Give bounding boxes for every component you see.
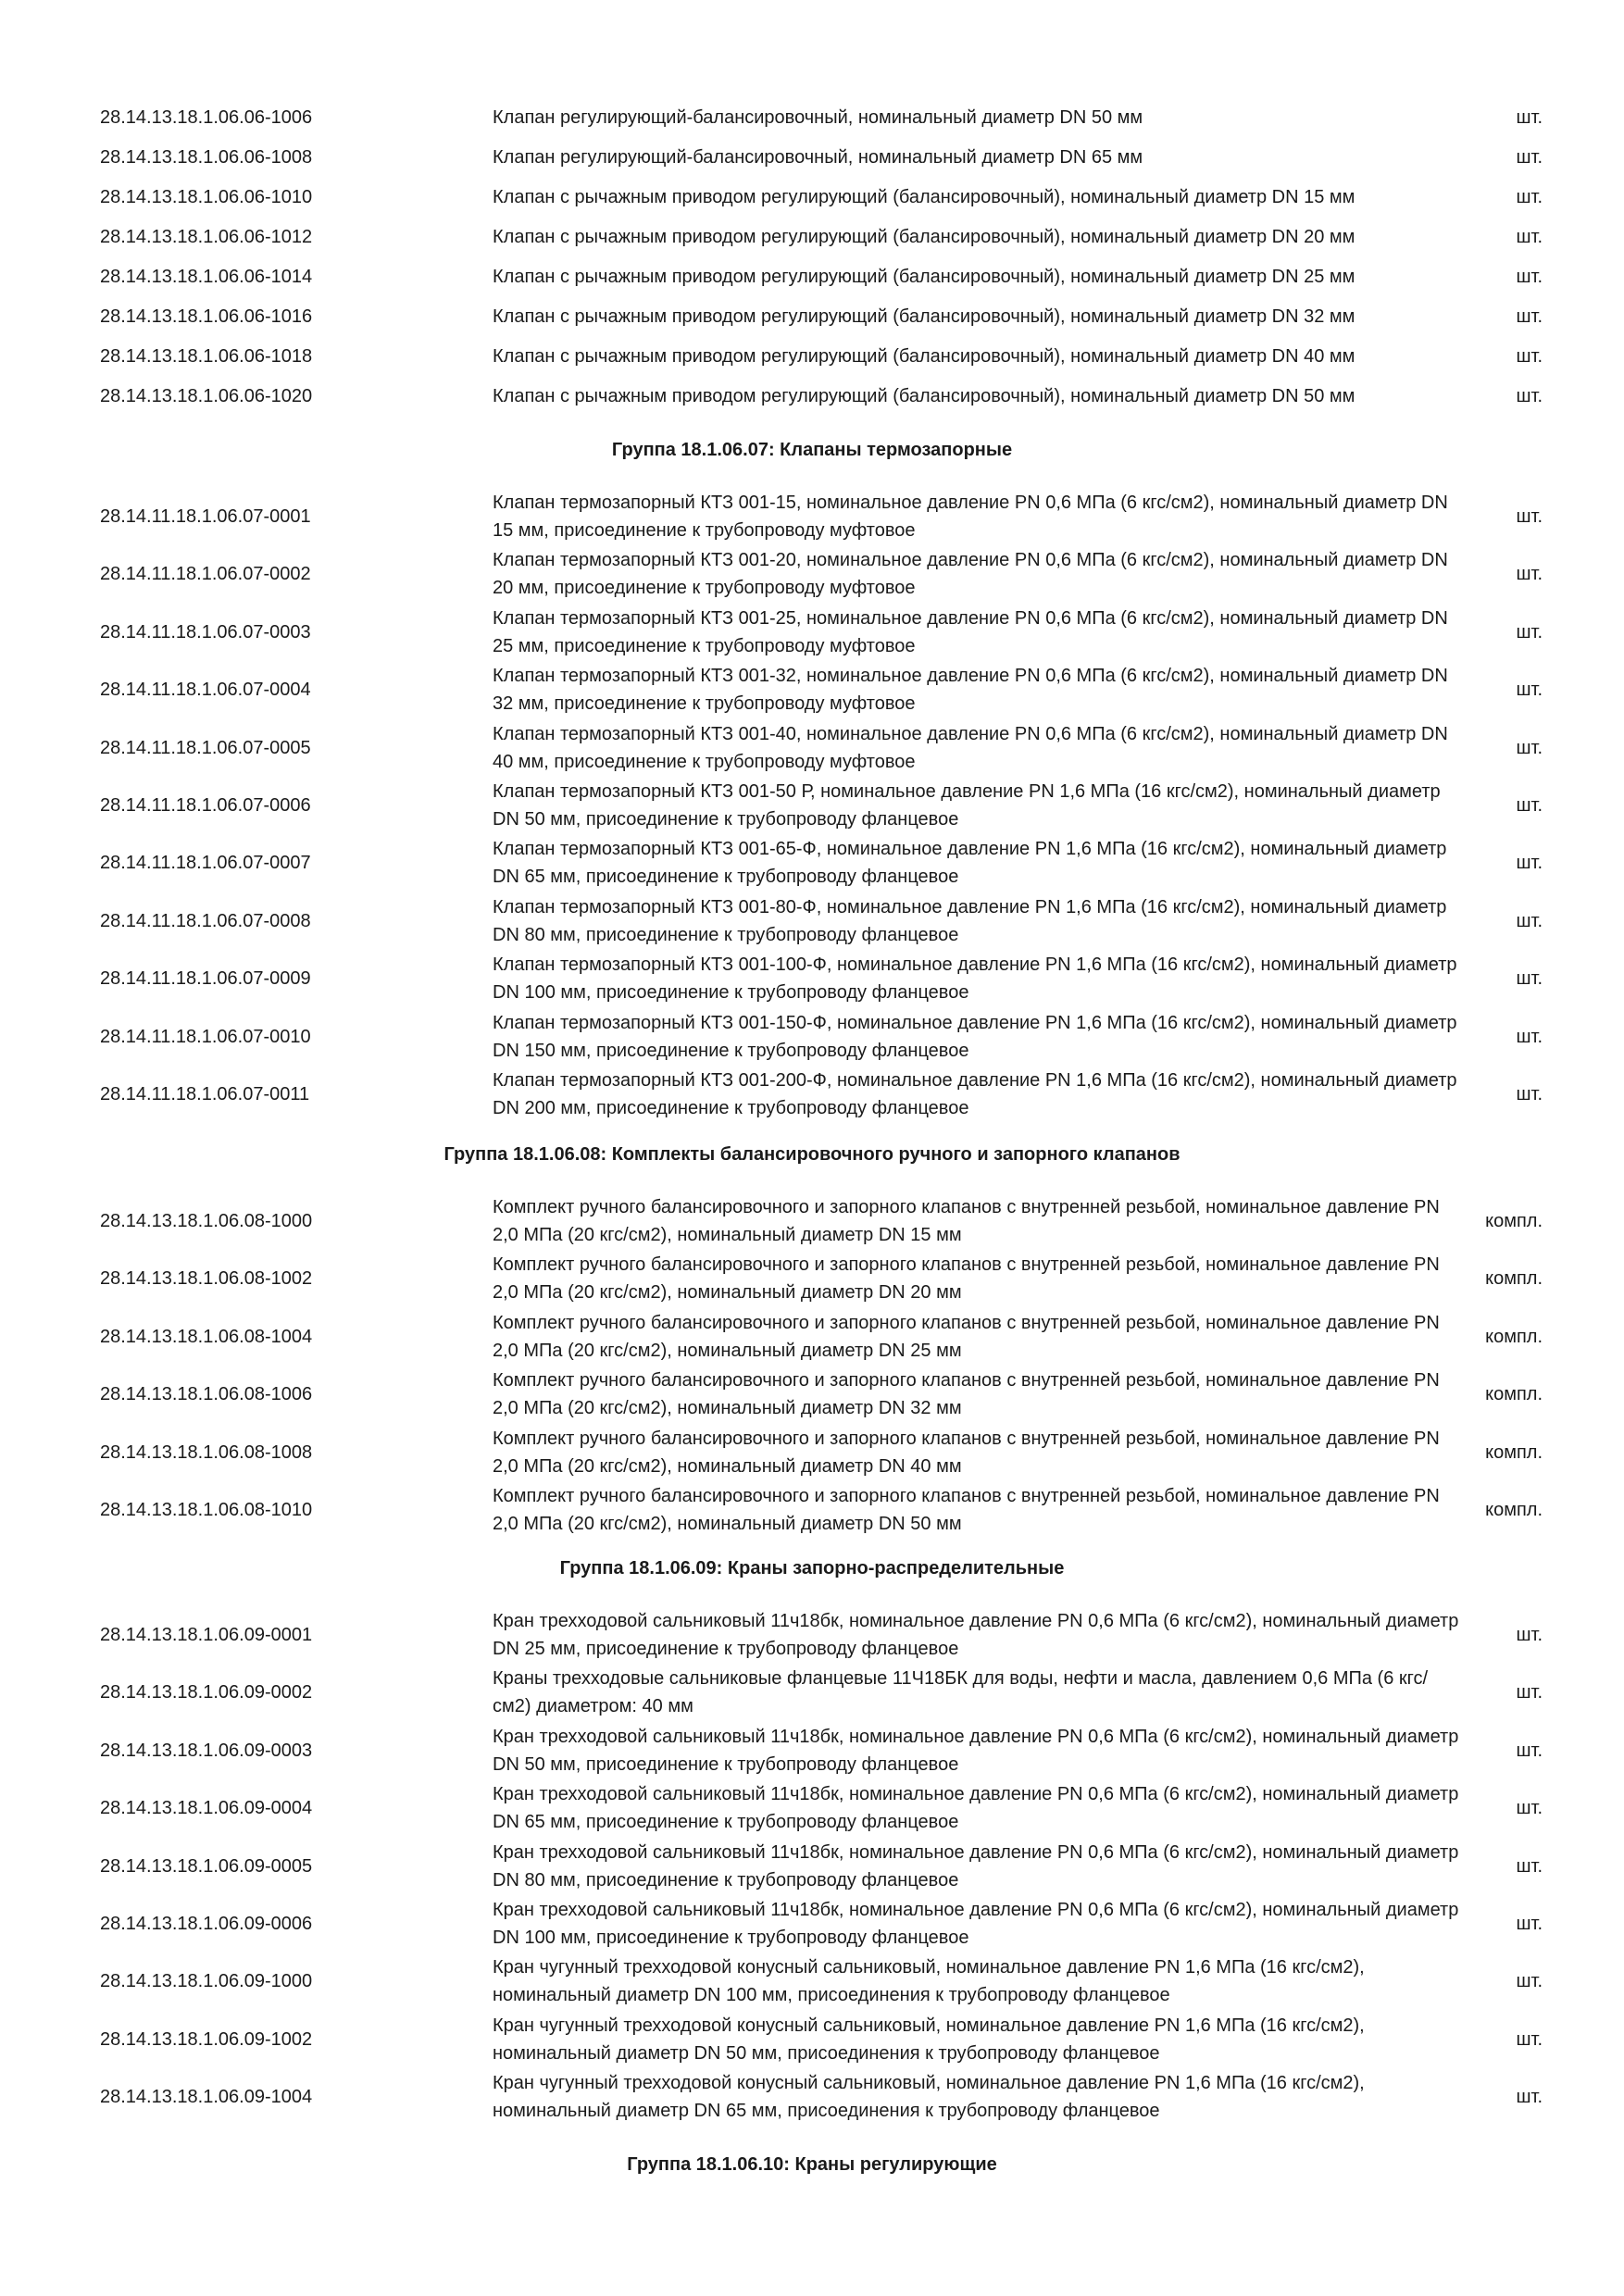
item-unit: шт. [1516, 737, 1543, 758]
item-name: Кран трехходовой сальниковый 11ч18бк, номинальное давление PN 0,6 МПа (6 кгс/см2), номинальный диаметр DN 50 мм, присоединение к трубопроводу фланцевое [493, 1726, 1459, 1775]
item-name: Кран чугунный трехходовой конусный сальниковый, номинальное давление PN 1,6 МПа (16 кгс/см2), номинальный диаметр DN 65 мм, присоединения к трубопроводу фланцевое [493, 2073, 1365, 2122]
item-name: Клапан термозапорный КТЗ 001-15, номинальное давление PN 0,6 МПа (6 кгс/см2), номинальный диаметр DN 15 мм, присоединение к трубопроводу муфтовое [493, 493, 1448, 541]
item-unit: шт. [1516, 1682, 1543, 1703]
item-name: Кран чугунный трехходовой конусный сальниковый, номинальное давление PN 1,6 МПа (16 кгс/см2), номинальный диаметр DN 100 мм, присоединения к трубопроводу фланцевое [493, 1957, 1365, 2006]
table-row [0, 1366, 1624, 1422]
item-name: Комплект ручного балансировочного и запорного клапанов с внутренней резьбой, номинальное давление PN 2,0 МПа (20 кгс/см2), номинальный диаметр DN 15 мм [493, 1197, 1440, 1245]
item-code: 28.14.11.18.1.06.07-0004 [100, 680, 311, 701]
item-unit: шт. [1516, 564, 1543, 585]
item-unit: шт. [1516, 968, 1543, 990]
item-code: 28.14.13.18.1.06.06-1010 [100, 187, 313, 207]
item-name: Клапан с рычажным приводом регулирующий (балансировочный), номинальный диаметр DN 15 мм [493, 187, 1355, 207]
table-row [0, 1251, 1624, 1306]
item-code: 28.14.13.18.1.06.09-0005 [100, 1855, 313, 1877]
table-row [0, 662, 1624, 718]
item-unit: компл. [1485, 1326, 1543, 1347]
table-row [0, 303, 1624, 331]
group-heading-10: Группа 18.1.06.10: Краны регулирующие [627, 2154, 997, 2175]
item-code: 28.14.13.18.1.06.06-1018 [100, 346, 313, 367]
table-row [0, 1953, 1624, 2009]
item-name: Клапан термозапорный КТЗ 001-65-Ф, номинальное давление PN 1,6 МПа (16 кгс/см2), номинальный диаметр DN 65 мм, присоединение к трубопроводу фланцевое [493, 839, 1447, 888]
item-unit: шт. [1516, 346, 1543, 367]
table-row [0, 1780, 1624, 1836]
item-code: 28.14.13.18.1.06.09-0004 [100, 1798, 313, 1819]
item-code: 28.14.11.18.1.06.07-0010 [100, 1026, 311, 1047]
item-unit: шт. [1516, 1914, 1543, 1934]
item-name: Клапан термозапорный КТЗ 001-25, номинальное давление PN 0,6 МПа (6 кгс/см2), номинальный диаметр DN 25 мм, присоединение к трубопроводу муфтовое [493, 607, 1448, 656]
table-row [0, 1309, 1624, 1365]
table-row [0, 835, 1624, 891]
table-row [0, 893, 1624, 949]
item-code: 28.14.13.18.1.06.08-1010 [100, 1500, 313, 1520]
item-code: 28.14.13.18.1.06.08-1000 [100, 1211, 313, 1231]
item-unit: шт. [1516, 506, 1543, 527]
item-name: Клапан термозапорный КТЗ 001-32, номинальное давление PN 0,6 МПа (6 кгс/см2), номинальный диаметр DN 32 мм, присоединение к трубопроводу муфтовое [493, 666, 1448, 715]
group-heading-09: Группа 18.1.06.09: Краны запорно-распределительные [559, 1558, 1065, 1578]
item-name: Клапан термозапорный КТЗ 001-200-Ф, номинальное давление PN 1,6 МПа (16 кгс/см2), номинальный диаметр DN 200 мм, присоединение к трубопроводу фланцевое [493, 1070, 1457, 1118]
item-code: 28.14.13.18.1.06.09-1004 [100, 2087, 313, 2108]
item-name: Комплект ручного балансировочного и запорного клапанов с внутренней резьбой, номинальное давление PN 2,0 МПа (20 кгс/см2), номинальный диаметр DN 40 мм [493, 1428, 1440, 1477]
table-row [0, 2012, 1624, 2067]
table-row [0, 1067, 1624, 1122]
table-row [0, 778, 1624, 833]
group-heading-07: Группа 18.1.06.07: Клапаны термозапорные [611, 440, 1013, 460]
item-name: Комплект ручного балансировочного и запорного клапанов с внутренней резьбой, номинальное давление PN 2,0 МПа (20 кгс/см2), номинальный диаметр DN 50 мм [493, 1486, 1440, 1534]
item-code: 28.14.13.18.1.06.09-0001 [100, 1625, 313, 1645]
item-name: Кран трехходовой сальниковый 11ч18бк, номинальное давление PN 0,6 МПа (6 кгс/см2), номинальный диаметр DN 65 мм, присоединение к трубопроводу фланцевое [493, 1784, 1459, 1833]
item-name: Комплект ручного балансировочного и запорного клапанов с внутренней резьбой, номинальное давление PN 2,0 МПа (20 кгс/см2), номинальный диаметр DN 32 мм [493, 1370, 1440, 1419]
item-name: Клапан термозапорный КТЗ 001-100-Ф, номинальное давление PN 1,6 МПа (16 кгс/см2), номинальный диаметр DN 100 мм, присоединение к трубопроводу фланцевое [493, 955, 1457, 1004]
item-code: 28.14.13.18.1.06.08-1002 [100, 1268, 313, 1290]
item-unit: шт. [1516, 1855, 1543, 1877]
item-code: 28.14.11.18.1.06.07-0001 [100, 506, 311, 527]
item-code: 28.14.13.18.1.06.09-0002 [100, 1682, 313, 1703]
item-code: 28.14.11.18.1.06.07-0009 [100, 968, 311, 990]
item-code: 28.14.13.18.1.06.06-1006 [100, 107, 313, 128]
item-unit: шт. [1516, 1971, 1543, 1992]
table-row [0, 1723, 1624, 1778]
item-name: Кран чугунный трехходовой конусный сальниковый, номинальное давление PN 1,6 МПа (16 кгс/см2), номинальный диаметр DN 50 мм, присоединения к трубопроводу фланцевое [493, 2015, 1365, 2064]
item-unit: компл. [1485, 1211, 1543, 1231]
item-unit: шт. [1516, 621, 1543, 643]
item-code: 28.14.13.18.1.06.09-1000 [100, 1971, 313, 1992]
item-name: Клапан с рычажным приводом регулирующий (балансировочный), номинальный диаметр DN 32 мм [493, 306, 1355, 327]
item-name: Комплект ручного балансировочного и запорного клапанов с внутренней резьбой, номинальное давление PN 2,0 МПа (20 кгс/см2), номинальный диаметр DN 20 мм [493, 1254, 1440, 1304]
item-unit: шт. [1516, 1798, 1543, 1819]
item-unit: шт. [1516, 1740, 1543, 1761]
item-name: Клапан регулирующий-балансировочный, номинальный диаметр DN 50 мм [493, 107, 1143, 128]
item-code: 28.14.11.18.1.06.07-0006 [100, 795, 311, 816]
item-unit: шт. [1516, 910, 1543, 931]
item-name: Клапан термозапорный КТЗ 001-20, номинальное давление PN 0,6 МПа (6 кгс/см2), номинальный диаметр DN 20 мм, присоединение к трубопроводу муфтовое [493, 550, 1448, 599]
table-row [0, 2069, 1624, 2125]
item-code: 28.14.11.18.1.06.07-0005 [100, 737, 311, 758]
table-row [0, 605, 1624, 660]
item-name: Краны трехходовые сальниковые фланцевые 11Ч18БК для воды, нефти и масла, давлением 0,6 МПа (6 кгс/см2) диаметром: 40 мм [493, 1668, 1429, 1717]
item-unit: шт. [1516, 147, 1543, 168]
item-code: 28.14.11.18.1.06.07-0011 [100, 1084, 310, 1104]
item-code: 28.14.13.18.1.06.09-1002 [100, 2028, 313, 2050]
item-unit: шт. [1516, 1026, 1543, 1047]
item-code: 28.14.11.18.1.06.07-0008 [100, 910, 311, 931]
item-code: 28.14.13.18.1.06.09-0006 [100, 1914, 313, 1934]
item-code: 28.14.13.18.1.06.06-1008 [100, 147, 313, 168]
item-name: Клапан термозапорный КТЗ 001-150-Ф, номинальное давление PN 1,6 МПа (16 кгс/см2), номинальный диаметр DN 150 мм, присоединение к трубопроводу фланцевое [493, 1012, 1457, 1061]
item-unit: компл. [1485, 1441, 1543, 1463]
table-row [0, 1896, 1624, 1952]
item-unit: компл. [1485, 1384, 1543, 1405]
item-name: Клапан с рычажным приводом регулирующий (балансировочный), номинальный диаметр DN 20 мм [493, 227, 1355, 247]
table-row [0, 183, 1624, 211]
table-row [0, 263, 1624, 291]
table-row [0, 1482, 1624, 1538]
item-name: Клапан термозапорный КТЗ 001-80-Ф, номинальное давление PN 1,6 МПа (16 кгс/см2), номинальный диаметр DN 80 мм, присоединение к трубопроводу фланцевое [493, 896, 1447, 945]
table-row [0, 546, 1624, 602]
table-row [0, 1009, 1624, 1065]
table-row [0, 1607, 1624, 1663]
table-row [0, 382, 1624, 410]
item-code: 28.14.13.18.1.06.06-1020 [100, 386, 313, 406]
item-unit: шт. [1516, 853, 1543, 874]
table-row [0, 951, 1624, 1006]
item-name: Клапан термозапорный КТЗ 001-50 Р, номинальное давление PN 1,6 МПа (16 кгс/см2), номинальный диаметр DN 50 мм, присоединение к трубопроводу фланцевое [493, 781, 1441, 830]
table-row [0, 489, 1624, 544]
item-name: Клапан термозапорный КТЗ 001-40, номинальное давление PN 0,6 МПа (6 кгс/см2), номинальный диаметр DN 40 мм, присоединение к трубопроводу муфтовое [493, 723, 1448, 772]
item-code: 28.14.13.18.1.06.08-1008 [100, 1441, 313, 1463]
table-row [0, 1839, 1624, 1894]
item-code: 28.14.13.18.1.06.08-1004 [100, 1326, 313, 1347]
item-code: 28.14.13.18.1.06.06-1016 [100, 306, 313, 327]
item-unit: шт. [1516, 1625, 1543, 1645]
item-code: 28.14.13.18.1.06.06-1014 [100, 267, 313, 287]
item-code: 28.14.13.18.1.06.08-1006 [100, 1384, 313, 1405]
table-row [0, 144, 1624, 171]
item-unit: компл. [1485, 1268, 1543, 1290]
table-row [0, 1425, 1624, 1480]
table-row [0, 104, 1624, 131]
item-unit: шт. [1516, 107, 1543, 128]
item-name: Клапан с рычажным приводом регулирующий (балансировочный), номинальный диаметр DN 25 мм [493, 267, 1355, 287]
item-name: Клапан с рычажным приводом регулирующий (балансировочный), номинальный диаметр DN 50 мм [493, 386, 1355, 406]
item-unit: шт. [1516, 2028, 1543, 2050]
item-code: 28.14.13.18.1.06.06-1012 [100, 227, 313, 247]
item-unit: шт. [1516, 795, 1543, 816]
item-unit: шт. [1516, 227, 1543, 247]
group-heading-08: Группа 18.1.06.08: Комплекты балансировочного ручного и запорного клапанов [443, 1144, 1181, 1165]
table-row [0, 343, 1624, 370]
item-unit: шт. [1516, 680, 1543, 701]
item-unit: шт. [1516, 386, 1543, 406]
table-row [0, 1665, 1624, 1720]
table-row [0, 223, 1624, 251]
item-unit: шт. [1516, 267, 1543, 287]
item-unit: шт. [1516, 2087, 1543, 2108]
item-name: Кран трехходовой сальниковый 11ч18бк, номинальное давление PN 0,6 МПа (6 кгс/см2), номинальный диаметр DN 80 мм, присоединение к трубопроводу фланцевое [493, 1841, 1459, 1890]
item-name: Клапан регулирующий-балансировочный, номинальный диаметр DN 65 мм [493, 147, 1143, 168]
item-unit: шт. [1516, 306, 1543, 327]
item-name: Кран трехходовой сальниковый 11ч18бк, номинальное давление PN 0,6 МПа (6 кгс/см2), номинальный диаметр DN 25 мм, присоединение к трубопроводу фланцевое [493, 1611, 1459, 1659]
table-row [0, 1193, 1624, 1249]
item-code: 28.14.11.18.1.06.07-0002 [100, 564, 311, 585]
item-name: Клапан с рычажным приводом регулирующий (балансировочный), номинальный диаметр DN 40 мм [493, 346, 1355, 367]
item-code: 28.14.11.18.1.06.07-0003 [100, 621, 311, 643]
table-row [0, 720, 1624, 776]
item-code: 28.14.13.18.1.06.09-0003 [100, 1740, 313, 1761]
item-name: Кран трехходовой сальниковый 11ч18бк, номинальное давление PN 0,6 МПа (6 кгс/см2), номинальный диаметр DN 100 мм, присоединение к трубопроводу фланцевое [493, 1900, 1459, 1948]
item-unit: шт. [1516, 1084, 1543, 1104]
item-unit: шт. [1516, 187, 1543, 207]
item-name: Комплект ручного балансировочного и запорного клапанов с внутренней резьбой, номинальное давление PN 2,0 МПа (20 кгс/см2), номинальный диаметр DN 25 мм [493, 1312, 1440, 1361]
item-unit: компл. [1485, 1500, 1543, 1520]
item-code: 28.14.11.18.1.06.07-0007 [100, 853, 311, 874]
